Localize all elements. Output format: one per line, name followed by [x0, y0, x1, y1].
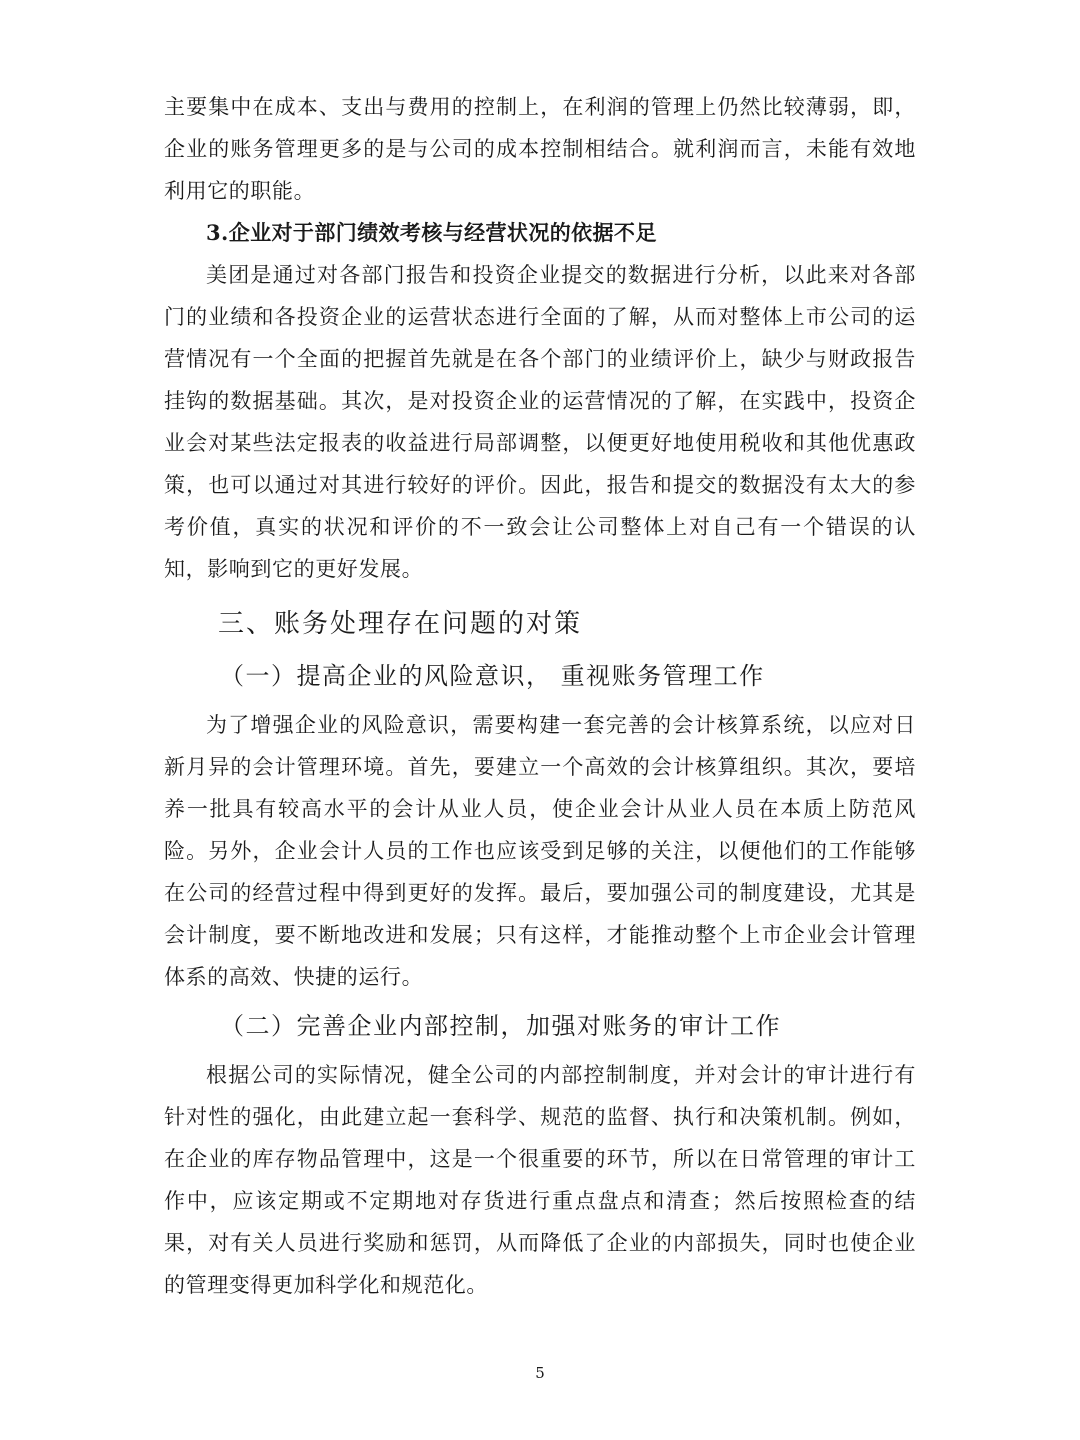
paragraph-internal-control: 根据公司的实际情况，健全公司的内部控制制度，并对会计的审计进行有针对性的强化，由此建立起一套科学、规范的监督、执行和决策机制。例如，在企业的库存物品管理中，这是一个很重要的环节，所以在日常管理的审计工作中，应该定期或不定期地对存货进行重点盘点和清查；然后按照检查的结果，对有关人员进行奖励和惩罚，从而降低了企业的内部损失，同时也使企业的管理变得更加科学化和规范化。 [164, 1063, 916, 1297]
paragraph-risk-awareness: 为了增强企业的风险意识，需要构建一套完善的会计核算系统，以应对日新月异的会计管理环境。首先，要建立一个高效的会计核算组织。其次，要培养一批具有较高水平的会计从业人员，使企业会计从业人员在本质上防范风险。另外，企业会计人员的工作也应该受到足够的关注，以便他们的工作能够在公司的经营过程中得到更好的发挥。最后，要加强公司的制度建设，尤其是会计制度，要不断地改进和发展；只有这样，才能推动整个上市企业会计管理体系的高效、快捷的运行。 [164, 713, 916, 989]
page-number: 5 [535, 1364, 545, 1382]
section-title-countermeasures: 三、账务处理存在问题的对策 [218, 609, 583, 639]
document-page [164, 86, 916, 1306]
subsection-title-risk-awareness: （一）提高企业的风险意识， 重视账务管理工作 [220, 662, 765, 690]
paragraph-meituan-analysis: 美团是通过对各部门报告和投资企业提交的数据进行分析，以此来对各部门的业绩和各投资企业的运营状态进行全面的了解，从而对整体上市公司的运营情况有一个全面的把握首先就是在各个部门的业绩评价上，缺少与财政报告挂钩的数据基础。其次，是对投资企业的运营情况的了解，在实践中，投资企业会对某些法定报表的收益进行局部调整，以便更好地使用税收和其他优惠政策，也可以通过对其进行较好的评价。因此，报告和提交的数据没有太大的参考价值，真实的状况和评价的不一致会让公司整体上对自己有一个错误的认知，影响到它的更好发展。 [164, 263, 916, 581]
subsection-title-internal-control: （二）完善企业内部控制，加强对账务的审计工作 [220, 1012, 781, 1040]
paragraph-cost-control: 主要集中在成本、支出与费用的控制上，在利润的管理上仍然比较薄弱，即，企业的账务管理更多的是与公司的成本控制相结合。就利润而言，未能有效地利用它的职能。 [164, 95, 916, 203]
heading-performance-evaluation: 3.企业对于部门绩效考核与经营状况的依据不足 [206, 220, 657, 245]
